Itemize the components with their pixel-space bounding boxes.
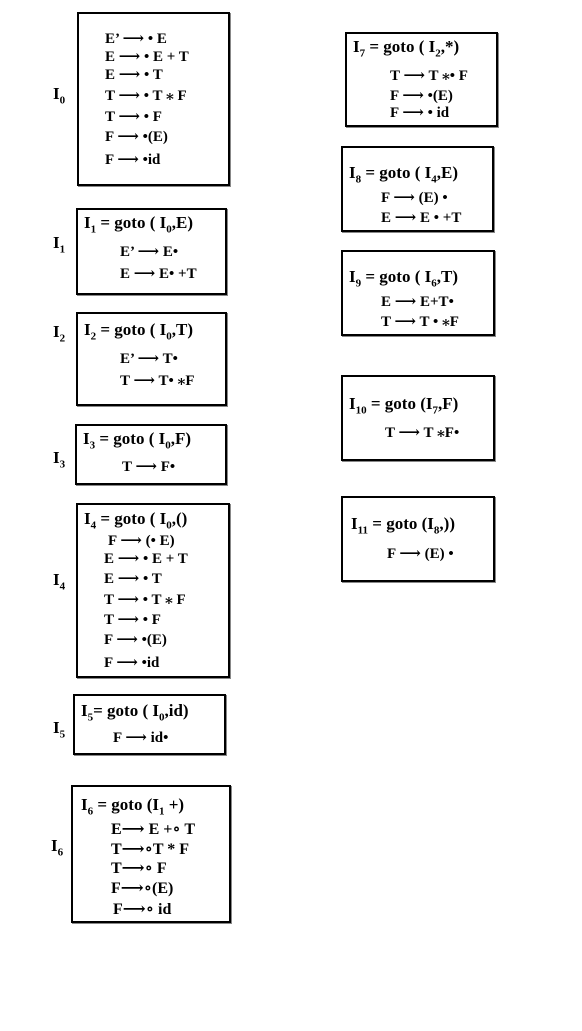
production: F ⟶ •id <box>105 152 161 168</box>
state-title: $I_7$ = goto ( $I_2,*$) <box>353 37 460 60</box>
production: T ⟶ • F <box>104 612 161 628</box>
state-title: $I_{11}$ = goto $(I_8,)$) <box>351 514 455 537</box>
production: E ⟶ E • +T <box>381 210 462 226</box>
production: T ⟶ T • ⁎F <box>381 314 459 330</box>
production: T⟶∘T * F <box>111 841 190 858</box>
production: F ⟶ • id <box>390 105 450 121</box>
production: F ⟶ •(E) <box>105 129 168 145</box>
state-box-i8 <box>341 146 494 232</box>
state-title: $I_6$ = goto ($I_1$ +) <box>81 795 185 818</box>
state-title: $I_4$ = goto ( $I_0,()$ <box>84 509 188 532</box>
state-title: $I_5=$ goto ( $I_0,id$) <box>81 701 189 724</box>
production: E’ ⟶ • E <box>105 31 167 47</box>
state-box-i4 <box>76 503 230 678</box>
state-box-i5 <box>73 694 226 755</box>
state-box-i1 <box>76 208 227 295</box>
state-title: $I_3$ = goto ( $I_0,F$) <box>83 429 192 452</box>
state-label-i5: $I_5$ <box>53 718 66 741</box>
state-label-i1: $I_1$ <box>53 233 66 256</box>
production: T ⟶ T• ⁎F <box>120 373 195 389</box>
state-title: $I_2$ = goto ( $I_0,T$) <box>84 320 193 343</box>
production: F ⟶ •(E) <box>104 632 167 648</box>
production: F ⟶ (E) • <box>387 546 454 562</box>
state-label-i6: $I_6$ <box>51 836 64 859</box>
production: F⟶∘ id <box>113 901 172 918</box>
production: E ⟶ • E + T <box>104 551 188 567</box>
state-label-i3: $I_3$ <box>53 448 66 471</box>
production: T ⟶ • T ⁎ F <box>104 592 186 608</box>
state-box-i11 <box>341 496 495 582</box>
production: T⟶∘ F <box>111 860 167 877</box>
production: F ⟶ (• E) <box>108 533 175 549</box>
state-title: $I_9$ = goto ( $I_6,T$) <box>349 267 458 290</box>
state-label-i0: $I_0$ <box>53 84 66 107</box>
state-box-i3 <box>75 424 227 485</box>
production: E’ ⟶ E• <box>120 244 179 260</box>
production: E ⟶ E• +T <box>120 266 197 282</box>
state-label-i4: $I_4$ <box>53 570 66 593</box>
production: E’ ⟶ T• <box>120 351 178 367</box>
state-box-i10 <box>341 375 495 461</box>
production: F ⟶ (E) • <box>381 190 448 206</box>
state-title: $I_{10}$ = goto $(I_7,F)$ <box>349 394 459 417</box>
production: T ⟶ • F <box>105 109 162 125</box>
state-box-i7 <box>345 32 498 127</box>
production: E ⟶ • E + T <box>105 49 189 65</box>
state-box-i9 <box>341 250 495 336</box>
production: T ⟶ F• <box>122 459 176 475</box>
production: E ⟶ • T <box>104 571 162 587</box>
production: E⟶ E +∘ T <box>111 821 196 838</box>
production: F⟶∘(E) <box>111 880 174 897</box>
production: F ⟶ •id <box>104 655 160 671</box>
state-label-i2: $I_2$ <box>53 322 66 345</box>
production: E ⟶ E+T• <box>381 294 454 310</box>
state-box-i6 <box>71 785 231 923</box>
production: T ⟶ T ⁎• F <box>390 68 468 84</box>
production: F ⟶ id• <box>113 730 169 746</box>
state-title: $I_1$ = goto ( $I_0,E$) <box>84 213 193 236</box>
state-title: $I_8$ = goto ( $I_4,E$) <box>349 163 458 186</box>
production: T ⟶ • T ⁎ F <box>105 88 187 104</box>
production: T ⟶ T ⁎F• <box>385 425 460 441</box>
state-box-i2 <box>76 312 227 406</box>
production: F ⟶ •(E) <box>390 88 453 104</box>
production: E ⟶ • T <box>105 67 163 83</box>
state-box-i0 <box>77 12 230 186</box>
